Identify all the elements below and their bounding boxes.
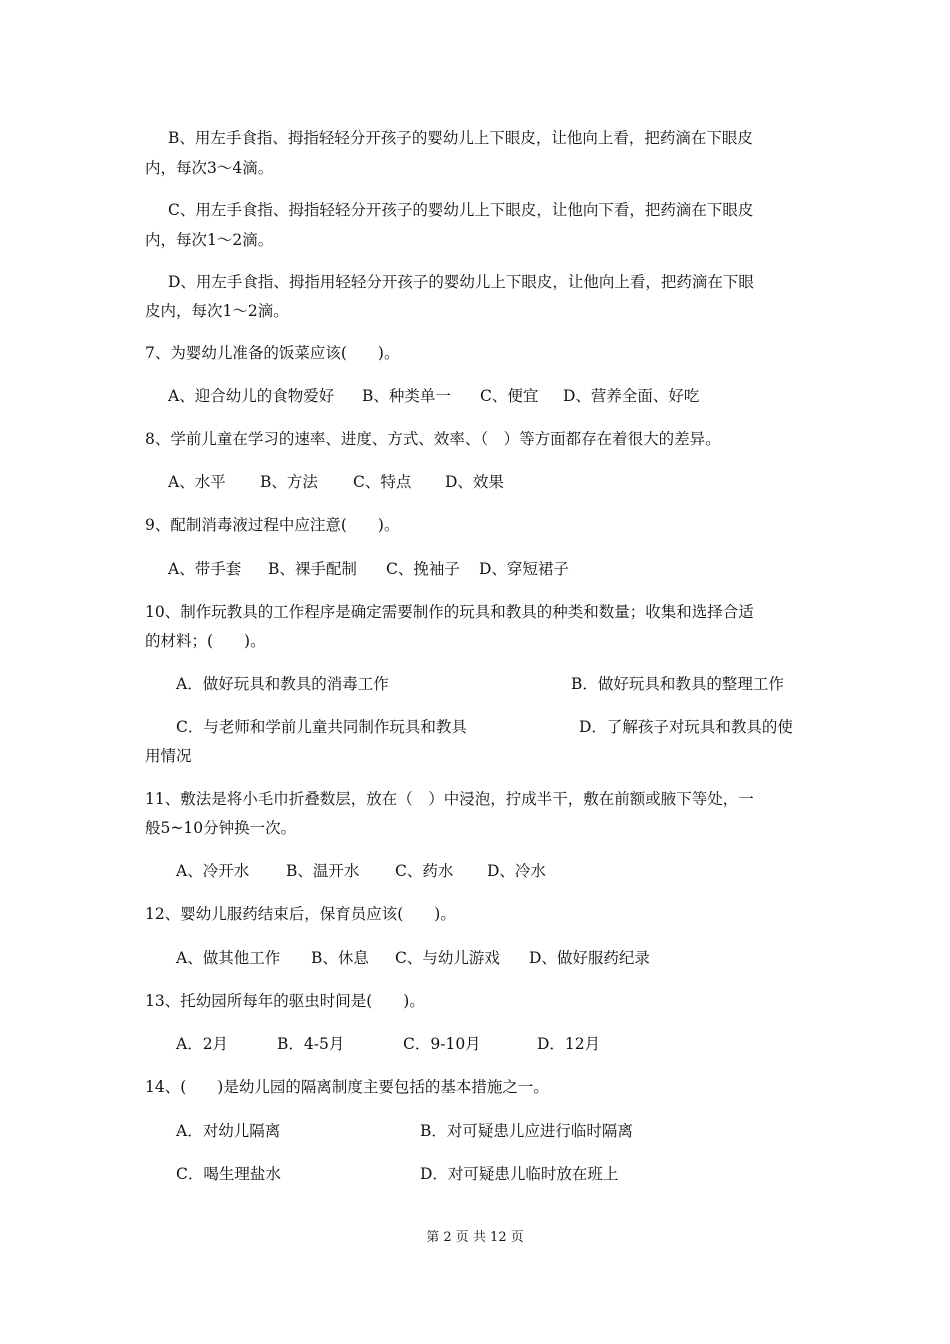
q11-option-d: D、冷水 (487, 862, 546, 880)
q6-option-c-line2: 内，每次1～2滴。 (145, 231, 274, 249)
q11-option-b: B、温开水 (286, 862, 360, 880)
q6-option-c-line1: C、用左手食指、拇指轻轻分开孩子的婴幼儿上下眼皮，让他向下看，把药滴在下眼皮 (168, 201, 754, 219)
q10-option-a: A．做好玩具和教具的消毒工作 (176, 675, 389, 693)
q11-option-a: A、冷开水 (176, 862, 250, 880)
q10-option-d-line1: D．了解孩子对玩具和教具的使 (579, 718, 793, 736)
q13-option-b: B．4-5月 (277, 1035, 345, 1053)
q12-option-c: C、与幼儿游戏 (395, 949, 500, 967)
q12-option-a: A、做其他工作 (176, 949, 281, 967)
q6-option-b-line1: B、用左手食指、拇指轻轻分开孩子的婴幼儿上下眼皮，让他向上看，把药滴在下眼皮 (168, 129, 753, 147)
q10-option-c: C．与老师和学前儿童共同制作玩具和教具 (176, 718, 467, 736)
q11-option-c: C、药水 (395, 862, 454, 880)
q11-stem-line2: 般5~10分钟换一次。 (145, 819, 297, 837)
q10-option-b: B．做好玩具和教具的整理工作 (571, 675, 784, 693)
q8-option-c: C、特点 (353, 473, 412, 491)
q6-option-b-line2: 内，每次3～4滴。 (145, 159, 274, 177)
q14-option-b: B．对可疑患儿应进行临时隔离 (420, 1122, 633, 1140)
q13-option-d: D．12月 (537, 1035, 601, 1053)
q9-option-d: D、穿短裙子 (479, 560, 569, 578)
q9-option-c: C、挽袖子 (386, 560, 460, 578)
q12-option-d: D、做好服药纪录 (529, 949, 650, 967)
q13-stem: 13、托幼园所每年的驱虫时间是( )。 (145, 992, 425, 1010)
q13-option-c: C．9-10月 (403, 1035, 481, 1053)
q7-stem: 7、为婴幼儿准备的饭菜应该( )。 (145, 344, 400, 362)
q6-option-d-line1: D、用左手食指、拇指用轻轻分开孩子的婴幼儿上下眼皮，让他向上看，把药滴在下眼 (168, 273, 754, 291)
q7-option-d: D、营养全面、好吃 (563, 387, 700, 405)
q9-stem: 9、配制消毒液过程中应注意( )。 (145, 516, 400, 534)
q9-option-b: B、裸手配制 (268, 560, 357, 578)
q10-option-d-line2: 用情况 (145, 747, 192, 765)
q8-option-b: B、方法 (260, 473, 318, 491)
q14-stem: 14、( )是幼儿园的隔离制度主要包括的基本措施之一。 (145, 1078, 549, 1096)
q9-option-a: A、带手套 (168, 560, 242, 578)
q6-option-d-line2: 皮内，每次1～2滴。 (145, 302, 289, 320)
q14-option-a: A．对幼儿隔离 (176, 1122, 281, 1140)
q14-option-d: D．对可疑患儿临时放在班上 (420, 1165, 619, 1183)
q12-stem: 12、婴幼儿服药结束后，保育员应该( )。 (145, 905, 456, 923)
q7-option-b: B、种类单一 (362, 387, 451, 405)
q13-option-a: A．2月 (176, 1035, 229, 1053)
q8-option-d: D、效果 (445, 473, 504, 491)
q11-stem-line1: 11、敷法是将小毛巾折叠数层，放在（ ）中浸泡，拧成半干，敷在前额或腋下等处，一 (145, 790, 754, 808)
q8-option-a: A、水平 (168, 473, 226, 491)
q7-option-a: A、迎合幼儿的食物爱好 (168, 387, 335, 405)
q7-option-c: C、便宜 (480, 387, 539, 405)
page-footer: 第 2 页 共 12 页 (426, 1230, 524, 1245)
q8-stem: 8、学前儿童在学习的速率、进度、方式、效率、（ ）等方面都存在着很大的差异。 (145, 430, 721, 448)
q14-option-c: C．喝生理盐水 (176, 1165, 281, 1183)
q10-stem-line1: 10、制作玩教具的工作程序是确定需要制作的玩具和教具的种类和数量；收集和选择合适 (145, 603, 754, 621)
q12-option-b: B、休息 (311, 949, 369, 967)
q10-stem-line2: 的材料；( )。 (145, 632, 266, 650)
